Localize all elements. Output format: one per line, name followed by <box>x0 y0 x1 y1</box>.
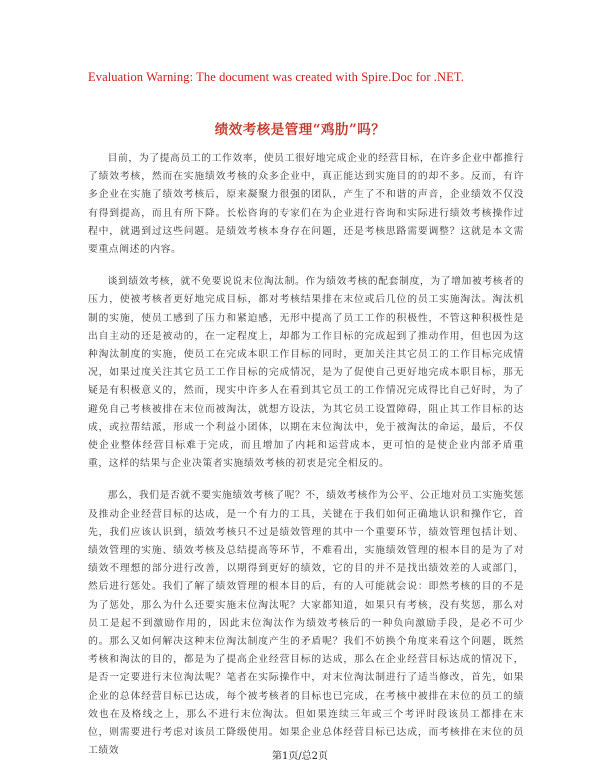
evaluation-warning: Evaluation Warning: The document was created with Spire.Doc for .NET. <box>88 70 464 84</box>
paragraph-3: 那么，我们是否就不要实施绩效考核了呢？不，绩效考核作为公平、公正地对员工实施奖惩及推动企业经营目标的达成，是一个有力的工具，关键在于我们如何正确地认识和操作它，首先，我们应该认识到，绩效考核只不过是绩效管理的其中一个重要环节，绩效管理包括计划、绩效管理的实施、绩效考核及总结提高等环节，不难看出，实施绩效管理的根本目的是为了对绩效不理想的部分进行改善，以期得到更好的绩效，它的目的并不是找出绩效差的人或部门，然后进行惩处。我们了解了绩效管理的根本目的后，有的人可能就会说：即然考核的目的不是为了惩处，那么为什么还要实施末位淘汰呢？大家都知道，如果只有考核，没有奖惩，那么对员工是起不到激励作用的，因此末位淘汰作为绩效考核后的一种负向激励手段，是必不可少的。那么又如何解决这种末位淘汰制度产生的矛盾呢？我们不妨换个角度来看这个问题，既然考核和淘汰的目的，都是为了提高企业经营目标的达成，那么在企业经营目标达成的情况下，是否一定要进行末位淘汰呢？笔者在实际操作中，对末位淘汰制进行了适当修改，首先，如果企业的总体经营目标已达成，每个被考核者的目标也已完成，在考核中被排在末位的员工的绩效也在及格线之上，那么不进行末位淘汰。但如果连续三年或三个考评时段该员工都排在末位，则需要进行考虑对该员工降级使用。如果企业总体经营目标已达成，而考核排在末位的员工绩效 <box>88 490 524 757</box>
page-number: 第1页/总2页 <box>271 751 329 762</box>
paragraph-2: 谈到绩效考核，就不免要说说末位淘汰制。作为绩效考核的配套制度，为了增加被考核者的压力，使被考核者更好地完成目标，都对考核结果排在末位或后几位的员工实施淘汰。淘汰机制的实施，使员工感到了压力和紧迫感，无形中提高了员工工作的积极性，不管这种积极性是出自主动的还是被动的，在一定程度上，却都为工作目标的完成起到了推动作用，但也因为这种淘汰制度的实施，使员工在完成本职工作目标的同时，更加关注其它员工的工作目标完成情况，如果过度关注其它员工工作目标的完成情况，是为了促使自己更好地完成本职目标，那无疑是有积极意义的，然而，现实中许多人在看到其它员工的工作情况完成得比自己好时，为了避免自己考核被排在末位而被淘汰，就想方设法，为其它员工设置障碍，阻止其工作目标的达成，或拉帮结派，形成一个利益小团体，以期在末位淘汰中，免于被淘汰的命运，最后，不仅使企业整体经营目标难于完成，而且增加了内耗和运营成本，更可怕的是使企业内部矛盾重重，这样的结果与企业决策者实施绩效考核的初衷是完全相反的。 <box>88 276 524 470</box>
paragraph-1: 目前，为了提高员工的工作效率，使员工很好地完成企业的经营目标，在许多企业中都推行了绩效考核，然而在实施绩效考核的众多企业中，真正能达到实施目的的却不多。反而，有许多企业在实施了绩效考核后，原来凝聚力很强的团队，产生了不和谐的声音，企业绩效不仅没有得到提高，而且有所下降。长松咨询的专家们在为企业进行咨询和实际进行绩效考核操作过程中，就遇到过这些问题。是绩效考核本身存在问题，还是考核思路需要调整？这就是本文需要重点阐述的内容。 <box>88 153 524 256</box>
page-title: 绩效考核是管理“鸡肋”吗？ <box>214 122 386 138</box>
